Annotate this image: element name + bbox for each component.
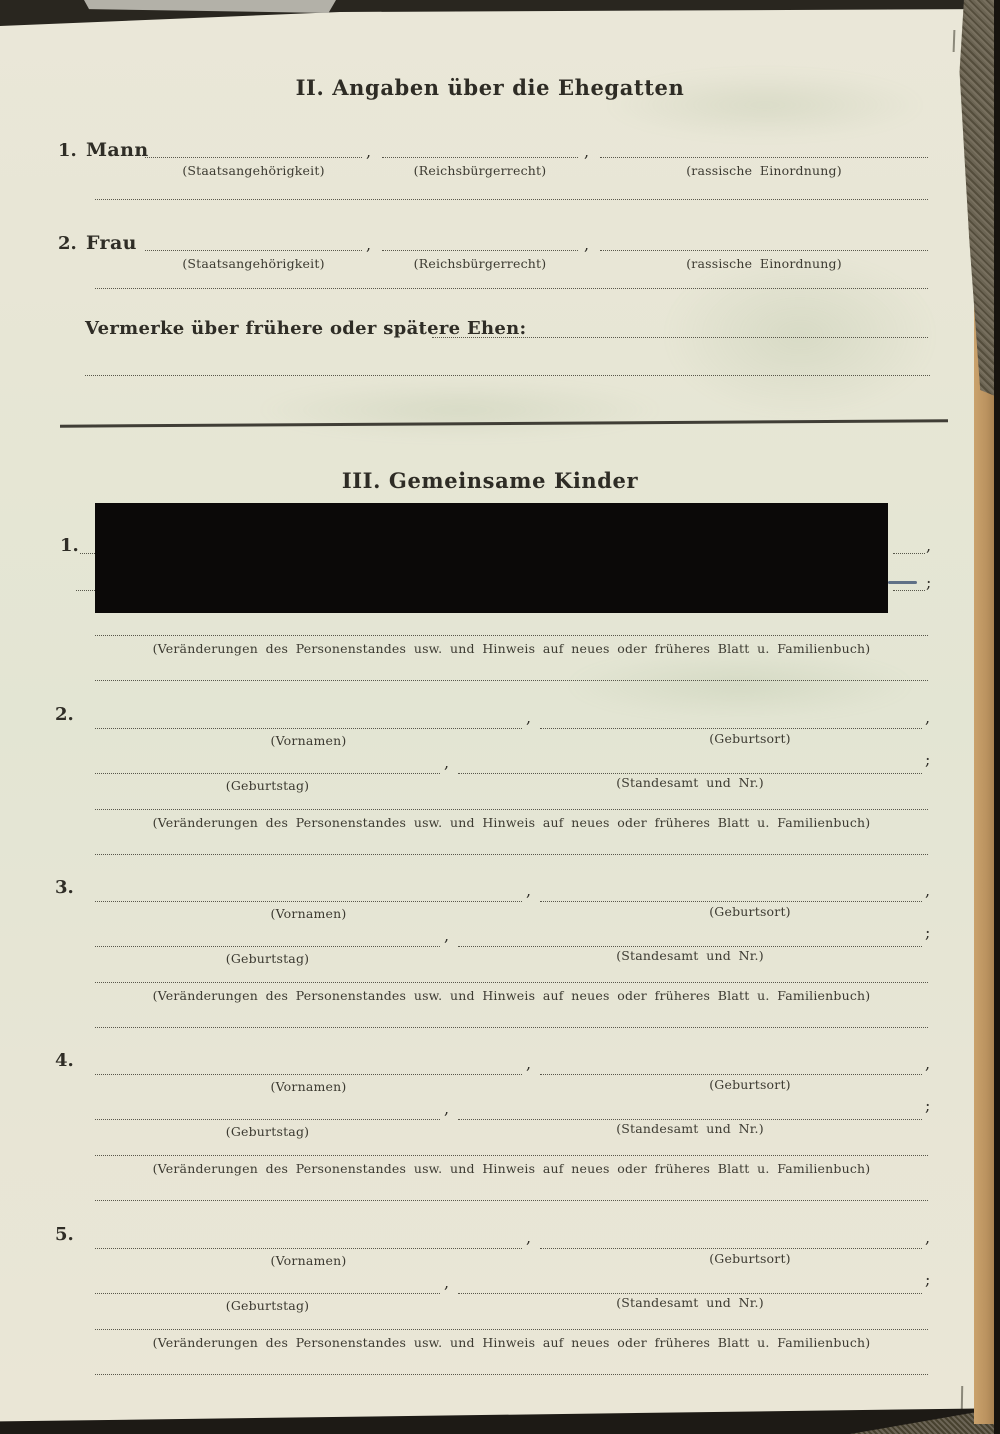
separator-comma: ,	[925, 1054, 931, 1073]
blank-line-stub	[893, 590, 925, 591]
spouse-row-wife-label: Frau	[86, 232, 137, 254]
changes-caption: (Veränderungen des Personenstandes usw. und Hinweis auf neues oder früheres Blatt u. Familienbuch)	[152, 1335, 871, 1350]
birthday-caption: (Geburtstag)	[225, 1298, 310, 1313]
separator-comma: ,	[526, 881, 532, 900]
separator-comma: ,	[526, 708, 532, 727]
separator-comma: ,	[444, 1099, 450, 1118]
birthplace-caption: (Geburtsort)	[709, 1251, 791, 1266]
birthday-blank-line	[95, 1293, 440, 1294]
separator-comma: ,	[526, 1228, 532, 1247]
separator-comma: ,	[444, 926, 450, 945]
separator-comma: ,	[366, 235, 372, 254]
racial-classification-caption: (rassische Einordnung)	[686, 163, 842, 178]
section2-title: II. Angaben über die Ehegatten	[295, 75, 685, 100]
separator-semicolon: ;	[925, 750, 931, 769]
registry-office-caption: (Standesamt und Nr.)	[616, 948, 764, 963]
first-names-blank-line	[95, 728, 522, 729]
changes-caption: (Veränderungen des Personenstandes usw. und Hinweis auf neues oder früheres Blatt u. Familienbuch)	[152, 988, 871, 1003]
birthplace-caption: (Geburtsort)	[709, 904, 791, 919]
child-entry-number: 5.	[55, 1224, 74, 1245]
racial-classification-blank-line	[600, 250, 928, 251]
citizenship-caption: (Staatsangehörigkeit)	[182, 256, 325, 271]
birthplace-blank-line	[540, 1074, 922, 1075]
separator-semicolon: ;	[926, 573, 932, 592]
spouse-row-husband-label: Mann	[86, 139, 149, 161]
birthplace-caption: (Geburtsort)	[709, 1077, 791, 1092]
spouse-row-wife-number: 2.	[58, 233, 77, 254]
first-names-caption: (Vornamen)	[270, 906, 347, 921]
child-entry-3	[0, 877, 1000, 1050]
birthplace-caption: (Geburtsort)	[709, 731, 791, 746]
first-names-blank-line	[95, 1248, 522, 1249]
continuation-blank-line	[95, 199, 928, 200]
spouse-row-husband-number: 1.	[58, 140, 77, 161]
changes-blank-line	[95, 680, 928, 681]
first-names-caption: (Vornamen)	[270, 1079, 347, 1094]
first-names-blank-line	[95, 901, 522, 902]
reich-citizenship-blank-line	[382, 157, 578, 158]
blank-line-stub	[80, 553, 95, 554]
birthday-blank-line	[95, 773, 440, 774]
racial-classification-caption: (rassische Einordnung)	[686, 256, 842, 271]
citizenship-caption: (Staatsangehörigkeit)	[182, 163, 325, 178]
racial-classification-blank-line	[600, 157, 928, 158]
changes-blank-line	[95, 982, 928, 983]
registry-office-blank-line	[458, 1119, 922, 1120]
separator-comma: ,	[584, 235, 590, 254]
blank-line-stub	[893, 553, 925, 554]
changes-blank-line	[95, 809, 928, 810]
first-names-caption: (Vornamen)	[270, 733, 347, 748]
changes-blank-line	[95, 1027, 928, 1028]
reich-citizenship-caption: (Reichsbürgerrecht)	[413, 163, 547, 178]
registry-office-blank-line	[458, 773, 922, 774]
birthday-blank-line	[95, 946, 440, 947]
separator-semicolon: ;	[925, 1096, 931, 1115]
changes-blank-line	[95, 1200, 928, 1201]
child-entry-number: 2.	[55, 704, 74, 725]
changes-caption: (Veränderungen des Personenstandes usw. und Hinweis auf neues oder früheres Blatt u. Familienbuch)	[152, 641, 871, 656]
blank-line-stub	[76, 590, 95, 591]
registry-office-caption: (Standesamt und Nr.)	[616, 1295, 764, 1310]
child-entry-1	[0, 495, 1000, 695]
changes-caption: (Veränderungen des Personenstandes usw. und Hinweis auf neues oder früheres Blatt u. Familienbuch)	[152, 815, 871, 830]
first-names-blank-line	[95, 1074, 522, 1075]
continuation-blank-line	[95, 288, 928, 289]
changes-blank-line	[95, 1329, 928, 1330]
separator-comma: ,	[526, 1054, 532, 1073]
separator-comma: ,	[444, 753, 450, 772]
separator-comma: ,	[444, 1273, 450, 1292]
separator-comma: ,	[584, 142, 590, 161]
birthday-blank-line	[95, 1119, 440, 1120]
separator-comma: ,	[925, 881, 931, 900]
separator-comma: ,	[925, 1228, 931, 1247]
separator-comma: ,	[926, 536, 932, 555]
registry-office-blank-line	[458, 1293, 922, 1294]
redaction-box	[95, 503, 888, 613]
section3-title: III. Gemeinsame Kinder	[341, 468, 639, 493]
registry-office-caption: (Standesamt und Nr.)	[616, 775, 764, 790]
changes-blank-line	[95, 1155, 928, 1156]
reich-citizenship-blank-line	[382, 250, 578, 251]
child-entry-2	[0, 704, 1000, 877]
first-names-caption: (Vornamen)	[270, 1253, 347, 1268]
child-entry-number: 4.	[55, 1050, 74, 1071]
pen-mark	[953, 30, 956, 52]
reich-citizenship-caption: (Reichsbürgerrecht)	[413, 256, 547, 271]
separator-semicolon: ;	[925, 923, 931, 942]
child-entry-5	[0, 1224, 1000, 1397]
changes-blank-line	[95, 854, 928, 855]
pen-mark	[961, 1386, 963, 1410]
birthday-caption: (Geburtstag)	[225, 951, 310, 966]
child-entry-number: 1.	[60, 535, 79, 556]
changes-caption: (Veränderungen des Personenstandes usw. und Hinweis auf neues oder früheres Blatt u. Familienbuch)	[152, 1161, 871, 1176]
book-cover-edge	[994, 0, 1000, 1434]
bleed-through-stain	[250, 380, 670, 440]
birthday-caption: (Geburtstag)	[225, 778, 310, 793]
marriage-notes-blank-line	[432, 337, 928, 338]
birthplace-blank-line	[540, 728, 922, 729]
birthday-caption: (Geburtstag)	[225, 1124, 310, 1139]
book-background-bottom	[0, 1404, 1000, 1434]
bleed-through-stain	[660, 250, 940, 420]
birthplace-blank-line	[540, 901, 922, 902]
changes-blank-line	[95, 635, 928, 636]
child-entry-number: 3.	[55, 877, 74, 898]
marriage-notes-label: Vermerke über frühere oder spätere Ehen:	[85, 318, 527, 339]
registry-office-blank-line	[458, 946, 922, 947]
ink-mark	[888, 581, 917, 584]
changes-blank-line	[95, 1374, 928, 1375]
separator-comma: ,	[366, 142, 372, 161]
separator-comma: ,	[925, 708, 931, 727]
citizenship-blank-line	[145, 157, 362, 158]
child-entry-4	[0, 1050, 1000, 1223]
marriage-notes-blank-line	[85, 375, 930, 376]
citizenship-blank-line	[145, 250, 362, 251]
registry-office-caption: (Standesamt und Nr.)	[616, 1121, 764, 1136]
separator-semicolon: ;	[925, 1270, 931, 1289]
birthplace-blank-line	[540, 1248, 922, 1249]
